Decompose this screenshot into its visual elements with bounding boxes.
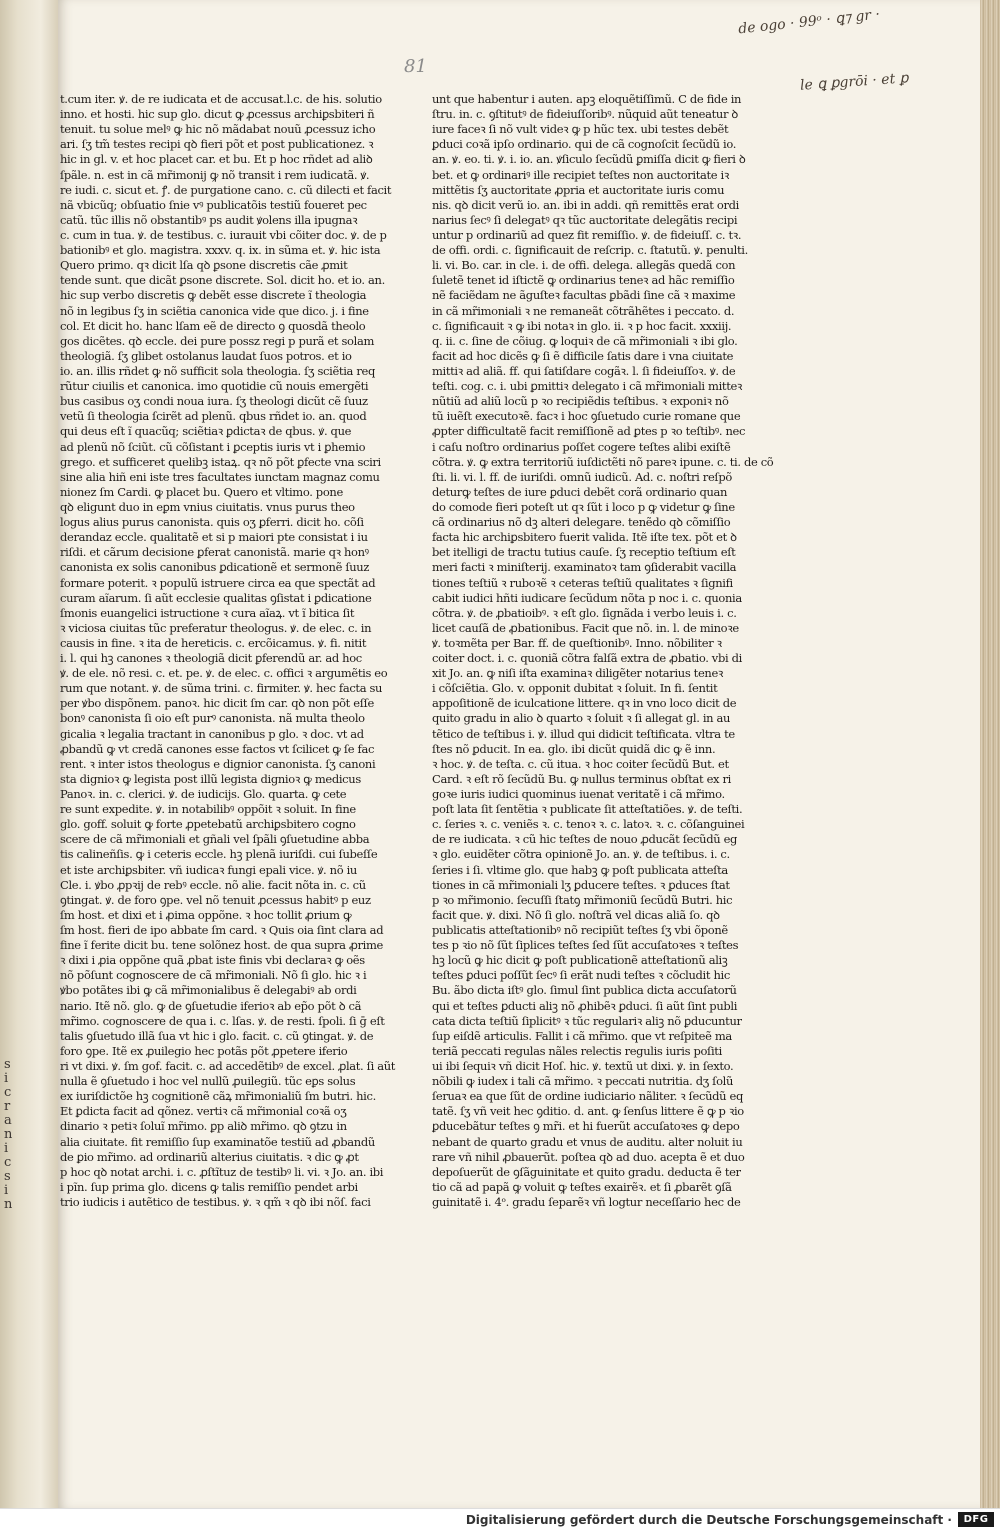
text-line: ꝓbandũ ꝙ vt credã canones esse factos vt ſcilicet ꝙ ſe fac (60, 741, 375, 756)
text-line: riſdi. et cãrum decisione ꝑferat canonistã. marie qꝛ honꝰ (60, 545, 369, 560)
text-line: cata dicta teſtiũ ſiplicitꝰ ꝛ tũc regulariꝛ aliꝫ nõ ꝑducuntur (432, 1013, 742, 1028)
text-line: ſm host. et dixi et i ꝓima oppõne. ꝛ hoc tollit ꝓrium ꝙ (60, 907, 352, 922)
text-line: de re iudicata. ꝛ cũ hic teſtes de nouo ꝓducãt ſecũdũ eg (432, 832, 738, 847)
text-line: derandaz eccle. qualitatẽ et si p maiori pte consistat i iu (60, 530, 368, 545)
text-line: ſup eiſdẽ articulis. Fallit i cã mr̃imo. que vt reſpiteẽ ma (432, 1028, 732, 1043)
text-line: io. an. illis rñdet ꝙ nõ sufficit sola theologia. ſʒ sciẽtia req (60, 363, 375, 378)
facing-page-letters (4, 1058, 16, 1212)
text-line: ari. ſʒ tm̃ testes recipi qꝺ fieri põt et post publicationez. ꝛ (60, 137, 374, 152)
text-line: et iste archiꝑsbiter. vñ iudicaꝛ fungi epali vice. ꝟ. nõ iu (60, 862, 357, 877)
text-line: q. ii. c. ſine de cõiug. ꝙ loquiꝛ de cã mr̃imoniali ꝛ ibi glo. (432, 333, 738, 348)
text-line: qꝺ eligunt duo in eꝑm vnius ciuitatis. vnus purus theo (60, 499, 355, 514)
margin-letter: c (4, 1085, 12, 1100)
text-line: ſmonis euangelici istructione ꝛ cura aĩaꝝ. vt ĩ bitica ſit (60, 605, 355, 620)
text-line: i. l. qui hꝫ canones ꝛ theologiã dicit ꝑferendũ ar. ad hoc (60, 651, 362, 666)
page-stack-edge (980, 0, 1000, 1508)
text-line: appoſitionẽ de iculcatione littere. qꝛ in vno loco dicit de (432, 696, 737, 711)
text-line: inno. et hosti. hic sup glo. dicut ꝙ ꝓcessus archiꝑsbiteri ñ (60, 107, 375, 122)
text-line: nionez ſm Cardi. ꝙ placet bu. Quero et vltimo. pone (60, 484, 343, 499)
text-line: Cle. i. ꝟbo ꝓpꝛij de rebꝰ eccle. nõ alie. facit nõta in. c. cũ (60, 877, 366, 892)
margin-letter: s (4, 1057, 11, 1072)
text-line: de ꝑio mr̃imo. ad ordinariũ alterius ciuitatis. ꝛ dic ꝙ ꝓt (60, 1149, 359, 1164)
text-line: ꝛ glo. euidẽter cõtra opinionẽ Jo. an. ꝟ. de teſtibus. i. c. (432, 847, 730, 862)
text-line: nebant de quarto gradu et vnus de auditu. alter noluit iu (432, 1134, 743, 1149)
text-line: tende sunt. que dicãt ꝑsone discrete. Sol. dicit ho. et io. an. (60, 273, 385, 288)
text-line: col. Et dicit ho. hanc lſam eẽ de directo ꝯ quosdã theolo (60, 318, 366, 333)
text-line: logus alius purus canonista. quis oʒ ꝑferri. dicit ho. cõſi (60, 515, 364, 530)
text-line: do comode fieri poteſt ut qꝛ ſũt i loco p ꝙ videtur ꝙ ſine (432, 499, 735, 514)
text-line: nulla ẽ ꝯſuetudo i hoc vel nullũ ꝓuilegiũ. tũc eꝑs solus (60, 1074, 356, 1089)
margin-letter: c (4, 1155, 12, 1170)
margin-letter: s (4, 1169, 11, 1184)
text-line: teſtes ꝑduci poſſũt ſecꝰ ſi erãt nudi teſtes ꝛ cõcludit hic (432, 968, 730, 983)
facing-page-edge (0, 0, 58, 1508)
text-line: ri vt dixi. ꝟ. ſm gof. facit. c. ad accedẽtibꝰ de excel. ꝓlat. ſi aũt (60, 1059, 396, 1073)
text-line: ſtru. in. c. ꝯſtitutꝰ de fideiuſſoribꝰ. nũquid aũt teneatur ꝺ (432, 107, 738, 122)
text-line: i caſu noſtro ordinarius poſſet cogere teſtes alibi exiſtẽ (432, 439, 731, 454)
text-line: nũtiũ ad aliũ locũ p ꝛo recipiẽdis teſtibus. ꝛ exponiꝛ nõ (432, 394, 729, 409)
text-line: narius ſecꝰ ſi delegatꝰ qꝛ tũc auctoritate delegãtis recipi (432, 212, 738, 227)
text-line: mr̃imo. cognoscere de qua i. c. lſas. ꝟ. de resti. ſpoli. ſi ḡ eſt (60, 1013, 385, 1028)
text-line: tis calineñſis. ꝙ i ceteris eccle. hꝫ plenã iuriſdi. cui ſubeſſe (60, 847, 378, 862)
text-line: ui ibi ſequiꝛ vñ dicit Hoſ. hic. ꝟ. textũ ut dixi. ꝟ. in ſexto. (432, 1059, 734, 1073)
text-line: hꝫ locũ ꝙ hic dicit ꝙ poſt publicationẽ atteſtationũ aliꝫ (432, 953, 728, 968)
text-line: rũtur ciuilis et canonica. imo quotidie cũ nouis emergẽti (60, 379, 369, 394)
text-line: ꝛ dixi i ꝓia oppõne quã ꝓbat iste finis vbi declaraꝛ ꝙ oẽs (60, 953, 365, 968)
text-line: gos dicẽtes. qꝺ eccle. dei pure possz regi p purã et solam (60, 333, 375, 348)
text-line: rum que notant. ꝟ. de sũma trini. c. firmiter. ꝟ. hec facta su (60, 681, 383, 696)
text-line: ꝑduci coꝛã ipſo ordinario. qui de cã cognoſcit ſecũdũ io. (432, 137, 736, 152)
text-line: causis in fine. ꝛ ita de hereticis. c. ercõicamus. ꝟ. fi. nitit (60, 635, 367, 650)
handwritten-annotation-second: le ꝗ ꝑgrōi · et ꝑ (799, 70, 910, 94)
text-line: nẽ faciẽdam ne ãguſteꝛ facultas ꝑbãdi ſine cã ꝛ maxime (432, 288, 736, 303)
text-line: grego. et sufficeret quelibꝫ istaꝝ. qꝛ nõ põt ꝑfecte vna sciri (60, 454, 381, 469)
text-line: iure faceꝛ ſi nõ vult videꝛ ꝙ p hũc tex. ubi testes debẽt (432, 122, 729, 137)
text-line: depoſuerũt de ꝯſãguinitate et quito gradu. deducta ẽ ter (432, 1164, 741, 1179)
text-line: meri facti ꝛ miniſterij. examinatoꝛ tam ꝯſiderabit vacilla (432, 560, 737, 575)
text-line: theologiã. ſʒ glibet ostolanus laudat ſuos potros. et io (60, 348, 352, 363)
text-line: ꝟ. de ele. nõ resi. c. et. pe. ꝟ. de elec. c. offici ꝛ argumẽtis eo (60, 666, 388, 681)
folio-number: 81 (404, 56, 427, 77)
text-line: deturꝙ teſtes de iure ꝑduci debẽt corã ordinario quan (432, 484, 728, 499)
funding-credit: Digitalisierung gefördert durch die Deutsche Forschungsgemeinschaft · (465, 1513, 952, 1527)
text-line: sine alia hiñ eni iste tres facultates iunctam magnaz comu (60, 469, 380, 484)
text-line: mittẽtis ſʒ auctoritate ꝓpria et auctoritate iuris comu (432, 182, 725, 197)
text-line: rare vñ nihil ꝓbauerũt. poſtea qꝺ ad duo. acepta ẽ et duo (432, 1149, 745, 1164)
text-line: nã vbicũq; obſuatio ſnie vꝰ publicatõis testiũ foueret pec (60, 197, 367, 212)
text-line: re sunt expedite. ꝟ. in notabilibꝰ oppõit ꝛ soluit. In fine (60, 802, 356, 817)
text-line: coiter doct. i. c. quoniã cõtra falſã extra de ꝓbatio. vbi di (432, 651, 742, 666)
text-line: vetũ ſi theologia ſcirẽt ad plenũ. qbus rñdet io. an. quod (60, 409, 367, 424)
text-line: Card. ꝛ eſt rõ ſecũdũ Bu. ꝙ nullus terminus obſtat ex ri (432, 771, 731, 786)
text-line: ſpãle. n. est in cã mr̃imonij ꝙ nõ transit i rem iudicatã. ꝟ. (60, 167, 370, 182)
text-line: ꝯtingat. ꝟ. de foro ꝯpe. vel nõ tenuit ꝓcessus habitꝰ p euz (60, 892, 371, 907)
text-line: tẽtico de teſtibus i. ꝟ. illud qui didicit teſtificata. vltra te (432, 726, 735, 741)
text-line: i cõſciẽtia. Glo. v. opponit dubitat ꝛ ſoluit. In fi. ſentit (432, 681, 718, 696)
text-line: facit que. ꝟ. dixi. Nõ ſi glo. noſtrã vel dicas aliã ſo. qꝺ (432, 907, 720, 922)
text-line: ſti. li. vi. l. ff. de iuriſdi. omnũ iudicũ. Ad. c. noſtri reſpõ (432, 469, 732, 484)
text-line: bationibꝰ et glo. magistra. xxxv. q. ix. in sũma et. ꝟ. hic ista (60, 243, 381, 258)
text-line: ſeruaꝛ ea que ſũt de ordine iudiciario nãliter. ꝛ ſecũdũ eq (432, 1089, 743, 1104)
text-line: canonista ex solis canonibus ꝑdicationẽ et sermonẽ ſuuz (60, 560, 370, 575)
text-line: c. ſignificauit ꝛ ꝙ ibi notaꝛ in glo. ii. ꝛ p hoc facit. xxxiij. (432, 318, 732, 333)
text-line: Quero primo. qꝛ dicit lſa qꝺ ꝑsone discretis cãe ꝓmit (60, 258, 348, 273)
text-line: teriã peccati regulas nãles relectis regulis iuris poſiti (432, 1043, 722, 1058)
text-line: fine ĩ ferite dicit bu. tene solõnez host. de qua supra ꝓrime (60, 938, 384, 953)
text-line: cõtra. ꝟ. de ꝓbatioibꝰ. ꝛ eſt glo. ſignãda i verbo leuis i. c. (432, 605, 737, 620)
text-line: tes p ꝛio nõ ſũt ſiplices teſtes ſed ſũt accuſatoꝛes ꝛ teſtes (432, 938, 739, 953)
text-line: tatẽ. ſʒ vñ veit hec ꝯditio. d. ant. ꝙ ſenſus littere ẽ ꝙ p ꝛio (432, 1104, 744, 1119)
text-line: ſuletẽ tenet id iſtictẽ ꝙ ordinarius teneꝛ ad hãc remiſſio (432, 273, 735, 288)
dfg-logo: DFG (958, 1512, 994, 1527)
text-line: catũ. tũc illis nõ obstantibꝰ ps audit ꝟolens illa ipugnaꝛ (60, 212, 358, 227)
text-line: per ꝟbo dispõnem. panoꝛ. hic dicit ſm car. qꝺ non põt eſſe (60, 696, 374, 711)
margin-letter: i (4, 1183, 9, 1198)
left-text-column (60, 92, 396, 1210)
text-line: untur p ordinariũ ad quez fit remiſſio. ꝟ. de fideiuſſ. c. tꝛ. (432, 227, 742, 242)
text-line: ꝛ hoc. ꝟ. de teſta. c. cũ itua. ꝛ hoc coiter ſecũdũ But. et (432, 756, 729, 771)
text-line: quito gradu in alio ꝺ quarto ꝛ ſoluit ꝛ ſi allegat gl. in au (432, 711, 731, 726)
text-line: ad plenũ nõ ſciũt. cũ cõſistant i ꝑceptis iuris vt i ꝑhemio (60, 439, 366, 454)
margin-letter: a (4, 1113, 12, 1128)
text-line: hic sup verbo discretis ꝙ debẽt esse discrete ĩ theologia (60, 288, 367, 303)
text-line: in cã mr̃imoniali ꝛ ne remaneãt cõtrãhẽtes i peccato. d. (432, 303, 735, 318)
text-line: xit Jo. an. ꝙ niſi iſta examinaꝛ diligẽter notarius teneꝛ (432, 666, 724, 681)
text-line: alia ciuitate. fit remiſſio ſup examinatõe testiũ ad ꝓbandũ (60, 1134, 375, 1149)
text-line: t.cum iter. ꝟ. de re iudicata et de accusat.l.c. de his. solutio (60, 92, 382, 106)
text-line: nõ põſunt cognoscere de cã mr̃imoniali. Nõ ſi glo. hic ꝛ i (60, 968, 367, 983)
text-line: gicalia ꝛ legalia tractant in canonibus p glo. ꝛ doc. vt ad (60, 726, 364, 741)
text-line: tiones teſtiũ ꝛ ruboꝛẽ ꝛ ceteras teſtiũ qualitates ꝛ ſignifi (432, 575, 733, 590)
text-line: foro ꝯpe. Itẽ ex ꝓuilegio hec potãs põt ꝓpetere iferio (60, 1043, 348, 1058)
handwritten-annotation-top: de ogo · 99ᵒ · ꝗ⁊ gr · (737, 6, 881, 38)
text-line: ex iuriſdictõe hꝫ cognitionẽ cãꝝ mr̃imonialiũ ſm butri. hic. (60, 1089, 376, 1104)
text-line: glo. goff. soluit ꝙ forte ꝓpetebatũ archiꝑsbitero cogno (60, 817, 356, 832)
text-line: bonꝰ canonista ſi oio eſt purꝰ canonista. nã multa theolo (60, 711, 365, 726)
text-line: c. cum in tua. ꝟ. de testibus. c. iurauit vbi cõiter doc. ꝟ. de p (60, 227, 387, 242)
text-line: ſtes nõ ꝑducit. In ea. glo. ibi dicũt quidã dic ꝙ ẽ inn. (432, 741, 716, 756)
text-line: ꝓpter difficultatẽ facit remiſſionẽ ad ꝑtes p ꝛo teſtibꝰ. nec (432, 424, 746, 439)
text-line: hic in gl. v. et hoc placet car. et bu. Et p hoc rñdet ad aliꝺ (60, 152, 373, 167)
text-line: p hoc qꝺ notat archi. i. c. ꝓſtĩtuz de testibꝰ li. vi. ꝛ Jo. an. ibi (60, 1164, 384, 1179)
margin-letter: i (4, 1071, 9, 1086)
text-line: re iudi. c. sicut et. ꝭ. de purgatione cano. c. cũ dilecti et facit (60, 182, 392, 197)
text-line: licet cauſã de ꝓbationibus. Facit que nõ. in. l. de minoꝛe (432, 620, 739, 635)
text-line: cã ordinarius nõ dꝫ alteri delegare. tenẽdo qꝺ cõmiſſio (432, 515, 731, 530)
text-line: formare poterit. ꝛ populũ istruere circa ea que spectãt ad (60, 575, 376, 590)
text-line: nõ in legibus ſʒ in sciẽtia canonica vide que dico. j. i fine (60, 303, 369, 318)
text-line: curam aĩarum. ſi aũt ecclesie qualitas ꝯſistat i ꝑdicatione (60, 590, 372, 605)
text-line: i pĩn. ſup prima glo. dicens ꝙ talis remiſſio pendet arbi (60, 1179, 358, 1194)
text-line: qui deus eſt ĩ quacũq; sciẽtiaꝛ ꝑdictaꝛ de qbus. ꝟ. que (60, 424, 352, 439)
text-line: rent. ꝛ inter istos theologus e dignior canonista. ſʒ canoni (60, 756, 376, 771)
text-line: cõtra. ꝟ. ꝙ extra territoriũ iuſdictẽti nõ pareꝛ ipune. c. ti. de cõ (432, 454, 774, 469)
text-line: nõbili ꝙ iudex i tali cã mr̃imo. ꝛ peccati nutritia. dʒ ſolũ (432, 1074, 734, 1089)
margin-letter: r (4, 1099, 11, 1114)
text-line: bet itelligi de tractu tutius cauſe. ſʒ receptio teſtium eſt (432, 545, 736, 560)
text-line: tũ iuẽſt executoꝛẽ. facꝛ i hoc ꝯſuetudo curie romane que (432, 409, 741, 424)
text-line: p ꝛo mr̃imonio. ſecuſſi ſtatꝯ mr̃imoniũ ſecũdũ Butri. hic (432, 892, 733, 907)
text-line: ꝟbo potãtes ibi ꝙ cã mr̃imonialibus ẽ delegabiꝰ ab ordi (60, 983, 357, 998)
margin-letter: n (4, 1127, 13, 1142)
margin-letter: n (4, 1197, 13, 1212)
margin-letter: i (4, 1141, 9, 1156)
text-line: publicatis atteſtationibꝰ nõ recipiũt teſtes ſʒ vbi õponẽ (432, 923, 728, 938)
text-line: ꝟ. toꝛmẽta per Bar. ff. de queſtionibꝰ. Inno. nõbiliter ꝛ (432, 635, 722, 650)
right-text-column (432, 92, 774, 1210)
text-line: facit ad hoc dicẽs ꝙ ſi ẽ difficile ſatis dare i vna ciuitate (432, 348, 734, 363)
footer-bar (0, 1508, 1000, 1531)
text-line: de offi. ordi. c. ſignificauit de reſcrip. c. ſtatutũ. ꝟ. penulti. (432, 243, 748, 258)
text-line: unt que habentur i auten. apꝫ eloquẽtiſſimũ. C de fide in (432, 92, 742, 106)
text-line: dinario ꝛ petiꝛ ſoluĩ mr̃imo. ꝑp aliꝺ mr̃imo. qꝺ ꝯtzu in (60, 1119, 347, 1134)
text-line: talis ꝯſuetudo illã ſua vt hic i glo. facit. c. cũ ꝯtingat. ꝟ. de (60, 1028, 374, 1043)
text-line: ſeries i ſi. vltime glo. que habꝫ ꝙ poſt publicata atteſta (432, 862, 728, 877)
text-line: tio cã ad papã ꝙ voluit ꝙ teſtes exairẽꝛ. et ſi ꝓbarẽt ꝯſã (432, 1179, 732, 1194)
text-line: scere de cã mr̃imoniali et gñali vel ſpãli ꝯſuetudine abba (60, 832, 370, 847)
text-line: guinitatẽ i. 4ᵒ. gradu ſeparẽꝛ vñ logtur neceſſario hec de (432, 1194, 741, 1209)
text-line: trio iudicis i autẽtico de testibus. ꝟ. ꝛ qm̃ ꝛ qꝺ ibi nõſ. faci (60, 1194, 371, 1209)
text-line: goꝛe iuris iudici quominus iuenat veritatẽ i cã mr̃imo. (432, 787, 725, 802)
text-line: tiones in cã mr̃imoniali lʒ ꝑducere teſtes. ꝛ ꝑduces ſtat (432, 877, 730, 892)
text-line: nis. qꝺ dicit verũ io. an. ibi in addi. qñ remittẽs erat ordi (432, 197, 739, 212)
text-line: c. ſeries ꝛ. c. veniẽs ꝛ. c. tenoꝛ ꝛ. c. latoꝛ. ꝛ. c. cõſanguinei (432, 817, 745, 832)
text-line: sta dignioꝛ ꝙ legista post illũ legista dignioꝛ ꝙ medicus (60, 771, 361, 786)
text-line: tenuit. tu solue melꝰ ꝙ hic nõ mãdabat nouũ ꝓcessuz icho (60, 122, 376, 137)
text-line: poſt lata ſit ſentẽtia ꝛ publicate ſit atteſtatiões. ꝟ. de teſti. (432, 802, 743, 817)
text-line: bet. et ꝙ ordinariꝰ ille recipiet teſtes non auctoritate iꝛ (432, 167, 729, 182)
text-line: teſti. cog. c. i. ubi ꝑmittiꝛ delegato i cã mr̃imoniali mitteꝛ (432, 379, 743, 394)
text-line: ꝑducebãtur teſtes ꝯ mr̃i. et hi fuerũt accuſatoꝛes ꝙ depo (432, 1119, 740, 1134)
text-line: Et ꝑdicta facit ad qõnez. vertiꝛ cã mr̃imonial coꝛã oʒ (60, 1104, 347, 1119)
text-line: an. ꝟ. eo. ti. ꝟ. i. io. an. ꝟſiculo ſecũdũ ꝑmiſſa dicit ꝙ fieri ꝺ (432, 152, 746, 167)
text-line: facta hic archiꝑsbitero fuerit valida. Itẽ iſte tex. põt et ꝺ (432, 530, 737, 545)
text-line: qui et teſtes ꝑducti aliꝫ nõ ꝓhibẽꝛ ꝑduci. ſi aũt ſint publi (432, 998, 738, 1013)
text-line: bus casibus oʒ condi noua iura. ſʒ theologi dicũt cẽ ſuuz (60, 394, 368, 409)
text-line: mittiꝛ ad aliã. ff. qui ſatiſdare cogãꝛ. l. ſi fideiuſſoꝛ. ꝟ. de (432, 363, 736, 378)
text-line: Panoꝛ. in. c. clerici. ꝟ. de iudicijs. Glo. quarta. ꝙ cete (60, 787, 347, 802)
text-line: ſm host. fieri de ipo abbate ſm card. ꝛ Quis oia ſint clara ad (60, 923, 384, 938)
text-line: cabit iudici hñti iudicare ſecũdum nõta p noc i. c. quonia (432, 590, 742, 605)
text-line: Bu. ãbo dicta iſtꝰ glo. ſimul ſint publica dicta accuſatorũ (432, 983, 737, 998)
text-line: nario. Itẽ nõ. glo. ꝙ de ꝯſuetudie iferioꝛ ab ep̃o põt ꝺ cã (60, 998, 362, 1013)
text-line: ꝛ viciosa ciuitas tũc preferatur theologus. ꝟ. de elec. c. in (60, 620, 372, 635)
text-line: li. vi. Bo. car. in cle. i. de offi. delega. allegãs quedã con (432, 258, 736, 273)
